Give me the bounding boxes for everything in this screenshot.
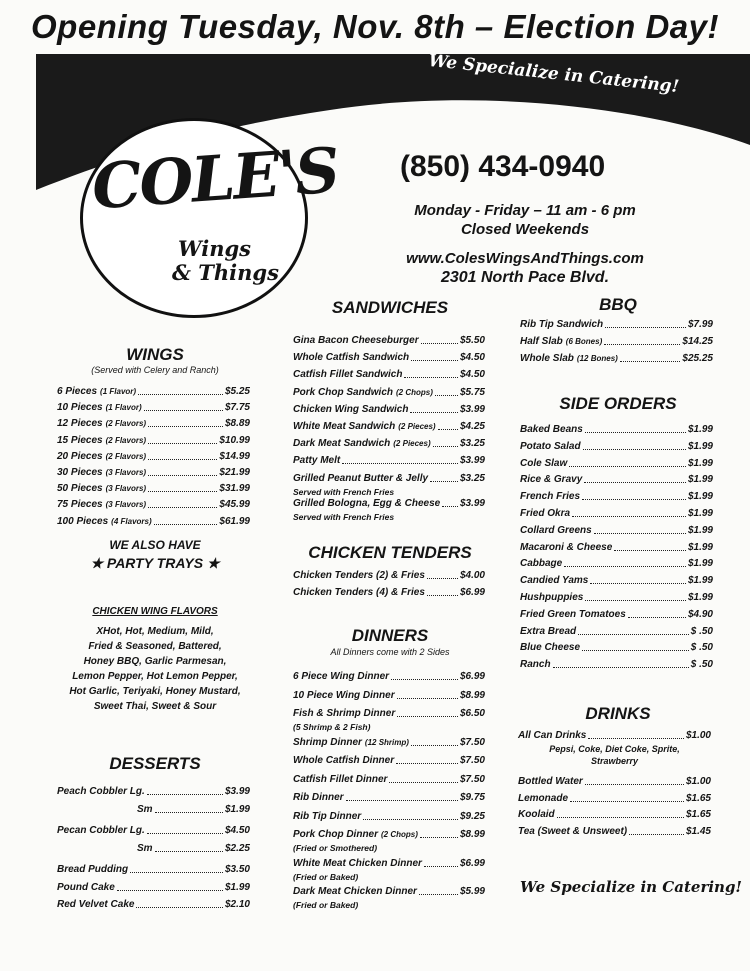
wings-item-name: 12 Pieces [57,418,103,430]
wings-item-note: (2 Flavors) [105,435,147,445]
dessert-item-price: $4.50 [224,825,250,836]
dinner-item-name: Rib Dinner [293,792,344,803]
side-item-name: Ranch [520,659,551,671]
wings-item-row [57,435,250,446]
sandwich-item-name: Patty Melt [293,455,341,467]
side-item-price: $1.99 [687,541,713,553]
side-item-name: Hushpuppies [520,592,584,603]
bbq-item-row [520,353,713,364]
side-item-row [520,542,713,553]
drink-row-can [518,730,711,741]
wings-item-note: (2 Flavors) [105,451,147,461]
sandwich-item-row [293,335,485,346]
dinner-item-price: $6.50 [459,708,485,719]
side-item-price: $4.90 [687,608,713,620]
wings-item-price: $10.99 [219,434,250,446]
dessert-item-price: $1.99 [224,803,250,815]
drink-item-price: $1.45 [685,825,711,837]
tender-item-row [293,570,485,581]
dinner-item-note: (12 Shrimp) [364,737,409,747]
dessert-item-row [57,825,250,836]
tender-item-row [293,587,485,598]
flavors-list [40,624,270,714]
sandwich-item-name: Gina Bacon Cheeseburger [293,335,419,346]
dinner-item-price: $7.50 [459,736,485,748]
dinner-item-price: $8.99 [459,829,485,840]
tenders-title: CHICKEN TENDERS [308,543,472,562]
sandwich-item-row [293,438,485,449]
bbq-item-row [520,336,713,347]
sandwich-item-row [293,498,485,509]
dessert-item-name: Red Velvet Cake [57,899,135,910]
dinner-item-price: $9.25 [459,810,485,822]
dinner-item-row [293,671,485,682]
website[interactable]: www.ColesWingsAndThings.com [406,250,644,267]
dinner-item-row [293,774,485,785]
wings-item-note: (4 Flavors) [111,516,152,526]
desserts-title: DESSERTS [109,754,201,773]
drink-item-row [518,809,711,820]
dinner-item-row [293,886,485,897]
side-item-name: Rice & Gravy [520,474,583,486]
dinner-item-row [293,792,485,803]
dinner-item-price: $6.99 [459,671,485,682]
dinner-item-name: Rib Tip Dinner [293,810,362,822]
dessert-item-row [57,882,250,893]
flavors-line: Honey BBQ, Garlic Parmesan, [83,656,227,667]
dinner-item-name: Dark Meat Chicken Dinner [293,886,417,897]
wings-item-price: $14.99 [219,450,250,462]
sandwich-item-extra: Served with French Fries [293,486,395,497]
hours: Monday - Friday – 11 am - 6 pm [414,202,636,219]
side-item-price: $1.99 [687,558,713,570]
sandwich-item-name: Grilled Bologna, Egg & Cheese [293,497,441,509]
dinner-item-extra: (5 Shrimp & 2 Fish) [293,722,371,732]
sandwich-item-note: (2 Chops) [396,387,433,397]
flavors-line: Sweet Thai, Sweet & Sour [93,701,217,712]
side-item-price: $1.99 [687,457,713,469]
sandwich-item-price: $3.25 [459,438,485,450]
bbq-title: BBQ [599,295,637,314]
sandwich-item-price: $3.99 [459,497,485,509]
drink-item-name: Bottled Water [518,776,583,787]
dinner-item-price: $9.75 [459,792,485,803]
side-item-name: Extra Bread [520,625,577,637]
can-drinks-note: Pepsi, Coke, Diet Coke, Sprite, [549,744,680,754]
sandwich-item-price: $4.25 [459,421,485,432]
dessert-item-price: $3.50 [224,864,250,875]
sandwich-item-name: Grilled Peanut Butter & Jelly [293,472,429,484]
wings-item-row [57,499,250,510]
dessert-item-row [57,804,250,815]
bbq-item-price: $7.99 [687,319,713,330]
wings-item-name: 50 Pieces [57,483,103,495]
side-item-row [520,491,713,502]
wings-item-note: (3 Flavors) [105,484,147,494]
dinner-item-row [293,829,485,840]
wings-item-price: $45.99 [219,499,250,511]
side-item-name: Fried Green Tomatoes [520,608,626,620]
dinner-item-price: $7.50 [459,755,485,766]
dessert-item-name: Bread Pudding [57,864,129,875]
tender-item-price: $4.00 [459,570,485,581]
wings-item-note: (1 Flavor) [100,387,137,396]
wings-item-row [57,451,250,462]
dinner-item-name: 6 Piece Wing Dinner [293,671,390,682]
sandwich-item-extra: Served with French Fries [293,511,395,522]
dessert-item-price: $3.99 [224,786,250,797]
tender-item-name: Chicken Tenders (4) & Fries [293,587,425,598]
drink-item-price: $1.65 [685,792,711,804]
logo-wings: Wings [178,236,251,261]
sandwich-item-name: Pork Chop Sandwich [293,386,394,398]
drink-item-name: Tea (Sweet & Unsweet) [518,825,628,837]
drink-item-price: $1.00 [685,776,711,787]
side-item-name: Candied Yams [520,575,589,587]
catering-slogan-top: We Specialize in Catering! [427,50,680,98]
drink-item-name: Koolaid [518,809,555,820]
sandwich-item-price: $3.99 [459,455,485,467]
side-item-price: $1.99 [687,491,713,503]
wings-item-row [57,467,250,478]
drinks-title: DRINKS [585,704,651,723]
side-item-price: $1.99 [687,592,713,603]
side-item-row [520,575,713,586]
flavors-line: Lemon Pepper, Hot Lemon Pepper, [72,671,238,682]
dessert-item-name: Pecan Cobbler Lg. [57,825,145,836]
wings-item-name: 15 Pieces [57,434,103,446]
wings-item-row [57,386,250,397]
sandwich-item-note: (2 Pieces) [398,422,436,431]
dessert-item-name: Sm [137,803,153,815]
wings-item-price: $21.99 [219,467,250,478]
side-item-row [520,508,713,519]
side-item-name: Cole Slaw [520,457,568,469]
dinner-item-name: Fish & Shrimp Dinner [293,708,396,719]
wings-item-name: 20 Pieces [57,450,103,462]
dessert-item-row [57,864,250,875]
wings-item-note: (1 Flavor) [105,403,142,413]
drink-price: $1.00 [685,730,711,741]
dessert-item-row [57,843,250,854]
side-item-row [520,424,713,435]
dinner-item-row [293,858,485,869]
sandwich-item-row [293,421,485,432]
side-item-name: French Fries [520,491,581,503]
dessert-item-name: Sm [137,842,153,854]
sandwich-item-name: Whole Catfish Sandwich [293,352,410,364]
wings-item-row [57,483,250,494]
wings-item-price: $8.89 [224,418,250,430]
dinner-item-name: Shrimp Dinner [293,736,362,748]
drink-item-row [518,776,711,787]
wings-title: WINGS [126,345,184,364]
side-item-row [520,441,713,452]
dinner-item-extra: (Fried or Baked) [293,900,359,910]
bbq-item-note: (12 Bones) [576,354,618,363]
wings-item-note: (3 Flavors) [105,500,147,510]
party-trays: ★ PARTY TRAYS ★ [90,555,220,571]
wings-item-name: 100 Pieces [57,515,109,527]
logo-things: & Things [172,260,279,285]
sandwich-item-price: $3.99 [459,403,485,415]
dinner-item-row [293,811,485,822]
side-item-price: $ .50 [690,625,713,637]
dinners-subtitle: All Dinners come with 2 Sides [330,647,450,657]
sandwich-item-row [293,473,485,484]
tender-item-name: Chicken Tenders (2) & Fries [293,570,425,581]
side-item-row [520,626,713,637]
sandwich-item-name: Chicken Wing Sandwich [293,403,409,415]
side-item-price: $ .50 [690,642,713,654]
dinner-item-extra: (Fried or Smothered) [293,843,378,853]
dinner-item-name: Whole Catfish Dinner [293,755,395,766]
sandwich-item-name: Dark Meat Sandwich [293,438,391,450]
wings-item-price: $31.99 [219,483,250,495]
flavors-line: Hot Garlic, Teriyaki, Honey Mustard, [69,686,241,697]
flavors-line: Fried & Seasoned, Battered, [88,641,222,652]
dinner-item-price: $8.99 [459,689,485,701]
wings-item-name: 10 Pieces [57,402,103,414]
side-item-name: Cabbage [520,558,563,570]
sandwich-item-price: $5.75 [459,386,485,398]
address: 2301 North Pace Blvd. [440,269,610,286]
sandwich-item-name: White Meat Sandwich [293,421,396,432]
wings-item-row [57,418,250,429]
sides-title: SIDE ORDERS [559,394,677,413]
dessert-item-price: $1.99 [224,881,250,893]
bbq-item-price: $25.25 [682,353,713,364]
wings-item-price: $5.25 [224,386,250,397]
dinner-item-row [293,690,485,701]
side-item-price: $ .50 [690,659,713,671]
wings-item-price: $7.75 [224,402,250,414]
side-item-price: $1.99 [687,440,713,452]
opening-banner: Opening Tuesday, Nov. 8th – Election Day! [31,8,719,45]
sandwich-item-row [293,455,485,466]
dessert-item-price: $2.10 [224,899,250,910]
bbq-item-name: Whole Slab [520,353,574,364]
sandwich-item-price: $4.50 [459,369,485,381]
dinner-item-price: $6.99 [459,857,485,869]
sandwich-item-price: $4.50 [459,352,485,364]
phone-number[interactable]: (850) 434-0940 [400,150,606,183]
side-item-name: Blue Cheese [520,642,581,654]
bbq-item-row [520,319,713,330]
party-line1: WE ALSO HAVE [109,538,201,552]
side-item-name: Potato Salad [520,440,581,452]
dinner-item-name: White Meat Chicken Dinner [293,857,422,869]
dinner-item-note: (2 Chops) [381,830,418,839]
closed-weekends: Closed Weekends [460,221,590,238]
side-item-row [520,474,713,485]
sandwiches-title: SANDWICHES [331,298,449,317]
dinner-item-row [293,708,485,719]
sandwich-item-row [293,387,485,398]
side-item-name: Fried Okra [520,508,571,519]
bbq-item-name: Half Slab [520,336,563,347]
dessert-item-row [57,786,250,797]
sandwich-item-price: $5.50 [459,335,485,346]
side-item-row [520,525,713,536]
sandwich-item-row [293,369,485,380]
sandwich-item-note: (2 Pieces) [393,439,431,449]
wings-item-note: (3 Flavors) [105,468,147,477]
side-item-price: $1.99 [687,524,713,536]
side-item-name: Baked Beans [520,424,583,435]
wings-subtitle: (Served with Celery and Ranch) [91,365,219,375]
dinner-item-name: 10 Piece Wing Dinner [293,689,395,701]
drink-item-name: Lemonade [518,792,569,804]
wings-item-name: 30 Pieces [57,467,103,478]
drink-name: All Can Drinks [518,730,587,741]
bbq-item-price: $14.25 [682,336,713,347]
side-item-row [520,458,713,469]
sandwich-item-price: $3.25 [459,472,485,484]
drink-item-row [518,826,711,837]
dinners-title: DINNERS [351,626,429,645]
side-item-row [520,592,713,603]
can-drinks-note-2: Strawberry [590,756,639,766]
side-item-price: $1.99 [687,575,713,587]
bbq-item-name: Rib Tip Sandwich [520,319,604,330]
side-item-price: $1.99 [687,474,713,486]
side-item-row [520,609,713,620]
wings-item-name: 75 Pieces [57,499,103,511]
wings-item-row [57,402,250,413]
side-item-price: $1.99 [687,508,713,519]
sandwich-item-row [293,404,485,415]
flavors-line: XHot, Hot, Medium, Mild, [96,626,214,637]
dessert-item-name: Pound Cake [57,881,115,893]
sandwich-item-row [293,352,485,363]
wings-item-row [57,516,250,527]
dinner-item-price: $5.99 [459,886,485,897]
side-item-price: $1.99 [687,424,713,435]
tender-item-price: $6.99 [459,587,485,598]
dinner-item-name: Pork Chop Dinner [293,829,379,840]
dinner-item-price: $7.50 [459,773,485,785]
bbq-item-note: (6 Bones) [565,337,603,346]
side-item-row [520,659,713,670]
dinner-item-row [293,755,485,766]
wings-item-note: (2 Flavors) [105,419,147,429]
wings-item-name: 6 Pieces [57,386,98,397]
dessert-item-price: $2.25 [224,842,250,854]
dinner-item-row [293,737,485,748]
side-item-row [520,558,713,569]
side-item-name: Macaroni & Cheese [520,541,613,553]
side-item-row [520,642,713,653]
flavors-title: CHICKEN WING FLAVORS [92,606,218,617]
logo-title: COLE'S [89,133,341,224]
dessert-item-row [57,899,250,910]
dinner-item-name: Catfish Fillet Dinner [293,773,388,785]
dessert-item-name: Peach Cobbler Lg. [57,786,145,797]
wings-item-price: $61.99 [219,515,250,527]
dinner-item-extra: (Fried or Baked) [293,871,359,882]
sandwich-item-name: Catfish Fillet Sandwich [293,369,403,381]
drink-item-price: $1.65 [685,809,711,820]
catering-slogan-bottom: We Specialize in Catering! [520,878,743,896]
drink-item-row [518,793,711,804]
side-item-name: Collard Greens [520,524,592,536]
